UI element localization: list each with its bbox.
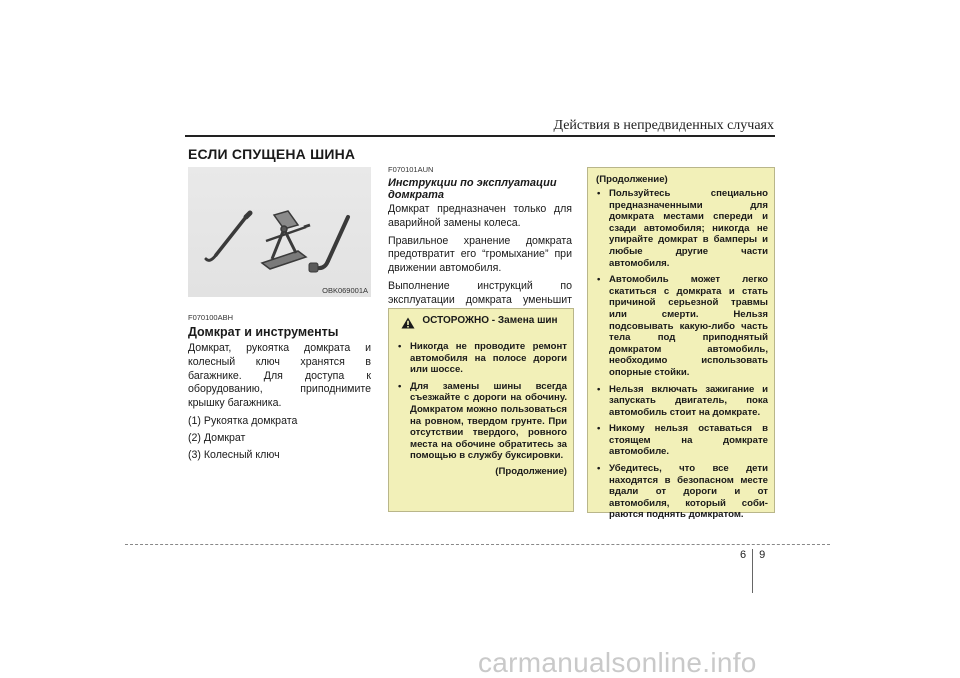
chapter-number: 6 bbox=[740, 549, 747, 561]
warning-item: • Убедитесь, что все дети находятся в безопасном месте вдали от дороги и от автомобиля, который соби- раются поднять домкратом. bbox=[596, 463, 768, 521]
list-item: (3) Колесный ключ bbox=[188, 448, 280, 461]
instruction-paragraph: Правильное хранение домкрата предотвратит его “громыхание” при движении автомобиля. bbox=[388, 234, 572, 275]
warning-title: ОСТОРОЖНО - Замена шин bbox=[422, 315, 558, 326]
image-code: OBK069001A bbox=[322, 286, 368, 295]
jack-handle-icon bbox=[206, 213, 250, 260]
header-rule bbox=[185, 135, 775, 137]
jack-tools-illustration bbox=[188, 167, 371, 297]
jack-tools-photo bbox=[188, 167, 371, 297]
jack-instructions-heading: Инструкции по эксплуатации домкрата bbox=[388, 177, 557, 201]
page-separator bbox=[752, 549, 753, 593]
jack-instructions bbox=[388, 165, 572, 321]
page-number bbox=[740, 549, 765, 593]
warning-item: • Никому нельзя оставаться в стоящем на домкрате автомобиле. bbox=[596, 423, 768, 458]
continued-label: (Продолжение) bbox=[596, 174, 668, 185]
instruction-paragraph: Домкрат предназначен только для аварийной замены колеса. bbox=[388, 203, 572, 229]
warning-item: • Нельзя включать зажигание и запускать двигатель, пока автомобиль стоит на домкрате. bbox=[596, 384, 768, 419]
warning-list bbox=[596, 188, 768, 521]
jack-icon bbox=[262, 211, 310, 269]
section-code: F070101AUN bbox=[388, 165, 434, 174]
running-head: Действия в непредвиденных случаях bbox=[553, 118, 774, 133]
warning-triangle-icon bbox=[401, 317, 415, 329]
warning-item: • Для замены шины всегда съезжайте с дороги на обочину. Домкратом можно пользоваться на ровном, твердом грунте. При отсутствии твердого, ровного места на обочине обратитесь за помощью в службу буксировки. bbox=[397, 381, 567, 462]
jack-tools-heading: Домкрат и инструменты bbox=[188, 325, 339, 339]
continued-label: (Продолжение) bbox=[495, 465, 567, 477]
page-index: 9 bbox=[759, 549, 766, 561]
list-item: (2) Домкрат bbox=[188, 431, 246, 444]
warning-box-continued bbox=[587, 167, 775, 521]
warning-list bbox=[397, 341, 567, 462]
list-item: (1) Рукоятка домкрата bbox=[188, 414, 298, 427]
warning-item: • Пользуйтесь специально предназначенными для домкрата местами спереди и сзади автомобиля; никогда не упирайте домкрат в бамперы и любые другие части автомобиля. bbox=[596, 188, 768, 269]
section-code: F070100ABH bbox=[188, 313, 234, 322]
warning-item: • Автомобиль может легко скатиться с домкрата и стать причиной серьезной травмы или смерти. Нельзя подсовывать какую-либо часть тела под приподнятый домкратом автомобиль, необходимо использовать опорные стойки. bbox=[596, 274, 768, 378]
warning-box bbox=[388, 308, 574, 512]
instruction-paragraph: Выполнение инструкций по эксплуатации домкрата уменьшит bbox=[388, 279, 572, 306]
jack-tools-paragraph: Домкрат, рукоятка домкрата и колесный ключ хранятся в багажнике. Для доступа к оборудованию, приподнимите крышку багажника. bbox=[188, 342, 371, 410]
watermark: carmanualsonline.info bbox=[478, 647, 757, 678]
section-title: ЕСЛИ СПУЩЕНА ШИНА bbox=[188, 146, 356, 162]
warning-item: • Никогда не проводите ремонт автомобиля на полосе дороги или шоссе. bbox=[397, 341, 567, 376]
warning-header bbox=[397, 315, 567, 339]
jack-tools-body bbox=[188, 342, 371, 462]
wheel-wrench-icon bbox=[309, 217, 348, 272]
footer-rule bbox=[125, 544, 830, 545]
